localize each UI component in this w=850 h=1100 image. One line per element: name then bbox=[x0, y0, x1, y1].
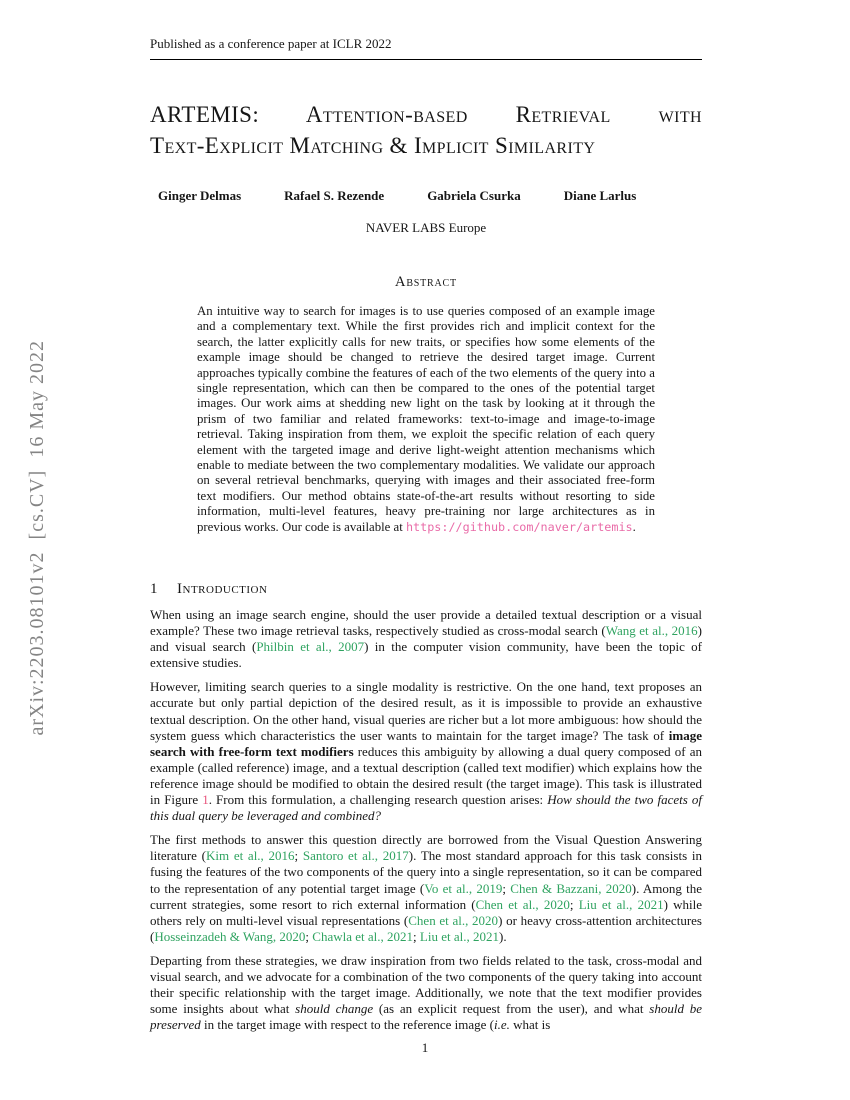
text-run: When using an image search engine, should the user provide a detailed textual description or a visual example? These two image retrieval tasks, respectively studied as cross-modal search ( bbox=[150, 607, 702, 639]
citation-link[interactable]: Kim et al., 2016 bbox=[205, 848, 295, 864]
author-name-2: Rafael S. Rezende bbox=[284, 188, 385, 203]
text-run: image search with free-form text modifiers bbox=[150, 727, 702, 759]
citation-link[interactable]: Hosseinzadeh & Wang, 2020 bbox=[154, 928, 306, 944]
text-run: . bbox=[632, 519, 636, 534]
citation-link[interactable]: Chen & Bazzani, 2020 bbox=[510, 880, 632, 896]
header-text: Published as a conference paper at ICLR 2022 bbox=[150, 36, 392, 51]
text-run: An intuitive way to search for images is to use queries composed of an example image and a complementary text. While the first provides rich and implicit context for the search, the latter explicitly calls for new traits, or specifies how some elements of the example image should be changed to retrieve the desired target image. Current approaches typically combine the features of each of the two elements of the query into a single representation, which can then be compared to the ones of the potential target images. Our work aims at shedding new light on the task by looking at it through the prism of two familiar and related frameworks: text-to-image and image-to-image retrieval. Taking inspiration from them, we exploit the specific relation of each query element with the targeted image and derive light-weight attention mechanisms which enable to mediate between the two complementary modalities. We validate our approach on several retrieval benchmarks, querying with images and their associated free-form text modifiers. Our method obtains state-of-the-art results without resorting to side information, multi-level features, heavy pre-training nor large architectures as in previous works. Our code is available at bbox=[197, 304, 655, 534]
section-heading-introduction bbox=[150, 581, 702, 598]
intro-paragraph-1 bbox=[150, 607, 702, 671]
page-number: 1 bbox=[421, 1040, 429, 1055]
text-run: should change bbox=[295, 1001, 374, 1017]
citation-link[interactable]: Wang et al., 2016 bbox=[605, 623, 698, 639]
arxiv-identifier: arXiv:2203.08101v2 [cs.CV] 16 May 2022 bbox=[25, 340, 48, 736]
section-title: Introduction bbox=[177, 581, 268, 597]
text-run: should be preserved bbox=[150, 1001, 703, 1033]
text-run: ). bbox=[498, 928, 507, 944]
citation-link[interactable]: Liu et al., 2021 bbox=[419, 928, 499, 944]
text-run: ; bbox=[294, 848, 303, 864]
abstract-body bbox=[197, 304, 655, 535]
arxiv-watermark-area bbox=[22, 268, 52, 808]
text-run: However, limiting search queries to a single modality is restrictive. On the one hand, text proposes an accurate but only partial depiction of the desired result, as it is impossible to provide an exhaustive textual description. On the other hand, visual queries are richer but a lot more ambiguous: how should the system guess which characteristics the user wants to maintain for the target image? The task of bbox=[150, 679, 702, 743]
intro-paragraph-3 bbox=[150, 832, 702, 945]
text-run: ) in the computer vision community, have been the topic of extensive studies. bbox=[150, 639, 702, 671]
paper-title-line-2: Text-Explicit Matching & Implicit Similarity bbox=[150, 133, 596, 158]
running-header bbox=[150, 36, 702, 60]
code-url-link[interactable]: https://github.com/naver/artemis bbox=[405, 519, 633, 534]
citation-link[interactable]: Chawla et al., 2021 bbox=[312, 928, 414, 944]
citation-link[interactable]: Philbin et al., 2007 bbox=[256, 639, 365, 655]
author-row bbox=[158, 188, 710, 204]
text-run: reduces this ambiguity by allowing a dual query composed of an example (called reference) image, and a textual description (called text modifier) which explains how the reference image should be modified to obtain the desired result (the target image). This task is illustrated in Figure bbox=[150, 743, 702, 808]
text-run: ) and visual search ( bbox=[150, 623, 702, 655]
affiliation: NAVER LABS Europe bbox=[365, 220, 487, 235]
text-run: ; bbox=[502, 880, 511, 896]
paper-title-line-1: ARTEMIS: Attention-based Retrieval with bbox=[150, 102, 702, 127]
introduction-body bbox=[150, 607, 702, 1041]
section-number: 1 bbox=[150, 581, 158, 597]
text-run: (as an explicit request from the user), and what bbox=[373, 1001, 650, 1017]
intro-paragraph-4 bbox=[150, 953, 702, 1033]
citation-link[interactable]: Liu et al., 2021 bbox=[578, 896, 664, 912]
paper-title bbox=[150, 99, 702, 161]
text-run: in the target image with respect to the reference image ( bbox=[200, 1017, 494, 1033]
author-name-4: Diane Larlus bbox=[563, 188, 637, 203]
citation-link[interactable]: Santoro et al., 2017 bbox=[302, 848, 409, 864]
text-run: ) or heavy cross-attention architectures ( bbox=[150, 912, 702, 944]
text-run: How should the two facets of this dual query be leveraged and combined? bbox=[150, 792, 702, 824]
author-name-3: Gabriela Csurka bbox=[427, 188, 521, 203]
text-run: what is bbox=[509, 1017, 551, 1033]
figure-ref-link[interactable]: 1 bbox=[202, 792, 209, 808]
citation-link[interactable]: Vo et al., 2019 bbox=[424, 880, 503, 896]
text-run: Departing from these strategies, we draw inspiration from two fields related to the task, cross-modal and visual search, and we advocate for a combination of the two components of the query taking into account their specific relationship with the target image. Additionally, we note that the text modifier provides some insights about what bbox=[150, 952, 702, 1017]
text-run: ). The most standard approach for this task consists in fusing the features of the two components of the query into a single representation, so it can be compared to the representation of any potential target image ( bbox=[150, 848, 702, 896]
text-run: ; bbox=[413, 928, 420, 944]
abstract-heading: Abstract bbox=[395, 274, 457, 290]
citation-link[interactable]: Chen et al., 2020 bbox=[475, 896, 570, 912]
text-run: ). Among the current strategies, some resort to rich external information ( bbox=[150, 880, 702, 912]
intro-paragraph-2 bbox=[150, 679, 702, 824]
text-run: i.e. bbox=[494, 1017, 510, 1033]
author-name-1: Ginger Delmas bbox=[158, 188, 242, 203]
text-run: . From this formulation, a challenging research question arises: bbox=[208, 792, 548, 808]
citation-link[interactable]: Chen et al., 2020 bbox=[408, 912, 499, 928]
text-run: ; bbox=[305, 928, 313, 944]
text-run: ; bbox=[569, 896, 579, 912]
text-run: The first methods to answer this question directly are borrowed from the Visual Question Answering literature ( bbox=[150, 832, 702, 864]
abstract-section bbox=[150, 274, 702, 535]
text-run: ) while others rely on multi-level visual representations ( bbox=[150, 896, 702, 928]
